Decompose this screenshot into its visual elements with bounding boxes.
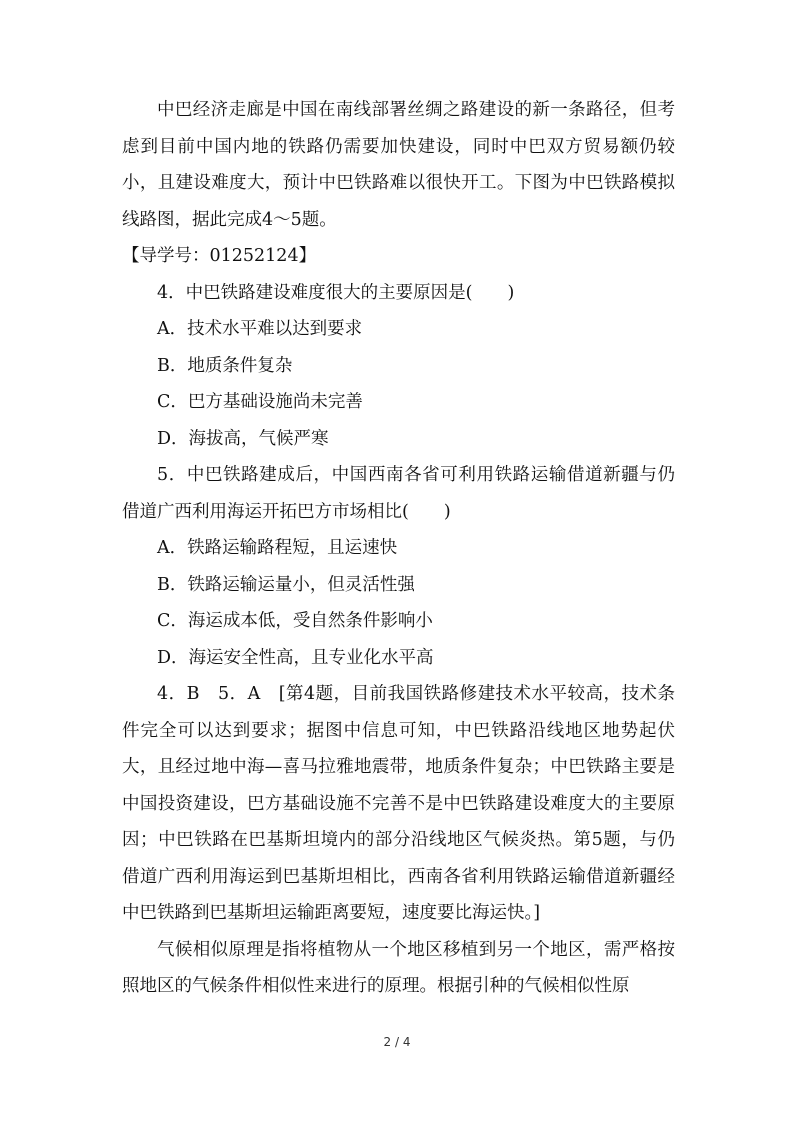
question-5-option-c: C．海运成本低，受自然条件影响小 [157, 611, 433, 631]
question-4-option-c: C．巴方基础设施尚未完善 [157, 392, 363, 412]
answer-explanation: 4．B 5．A [第4题，目前我国铁路修建技术水平较高，技术条件完全可以达到要求；据图中信息可知，中巴铁路沿线地区地势起伏大，且经过地中海—喜马拉雅地震带，地质条件复杂；中巴铁路主要是中国投资建设，巴方基础设施不完善不是中巴铁路建设难度大的主要原因；中巴铁路在巴基斯坦境内的部分沿线地区气候炎热。第5题，与仍借道广西利用海运到巴基斯坦相比，西南各省利用铁路运输借道新疆经中巴铁路到巴基斯坦运输距离要短，速度要比海运快。] [122, 684, 675, 923]
question-4-option-b: B．地质条件复杂 [157, 355, 293, 376]
question-4-option-a: A．技术水平难以达到要求 [157, 319, 363, 339]
reference-number: 【导学号：01252124】 [122, 246, 317, 266]
intro-paragraph: 中巴经济走廊是中国在南线部署丝绸之路建设的新一条路径，但考虑到目前中国内地的铁路仍需要加快建设，同时中巴双方贸易额仍较小，且建设难度大，预计中巴铁路难以很快开工。下图为中巴铁路模拟线路图，据此完成4～5题。 [122, 100, 675, 230]
question-5-option-b: B．铁路运输运量小，但灵活性强 [157, 574, 415, 595]
question-4-option-d: D．海拔高，气候严寒 [157, 428, 329, 449]
question-5-stem: 5．中巴铁路建成后，中国西南各省可利用铁路运输借道新疆与仍借道广西利用海运开拓巴方市场相比( ) [122, 465, 675, 522]
question-5-option-a: A．铁路运输路程短，且运速快 [157, 538, 398, 558]
document-body [122, 92, 675, 1005]
question-5-option-d: D．海运安全性高，且专业化水平高 [157, 647, 434, 668]
question-4-stem: 4．中巴铁路建设难度很大的主要原因是( ) [157, 282, 515, 303]
next-paragraph: 气候相似原理是指将植物从一个地区移植到另一个地区，需严格按照地区的气候条件相似性来进行的原理。根据引种的气候相似性原 [122, 939, 675, 996]
page-number: 2 / 4 [383, 1035, 411, 1049]
